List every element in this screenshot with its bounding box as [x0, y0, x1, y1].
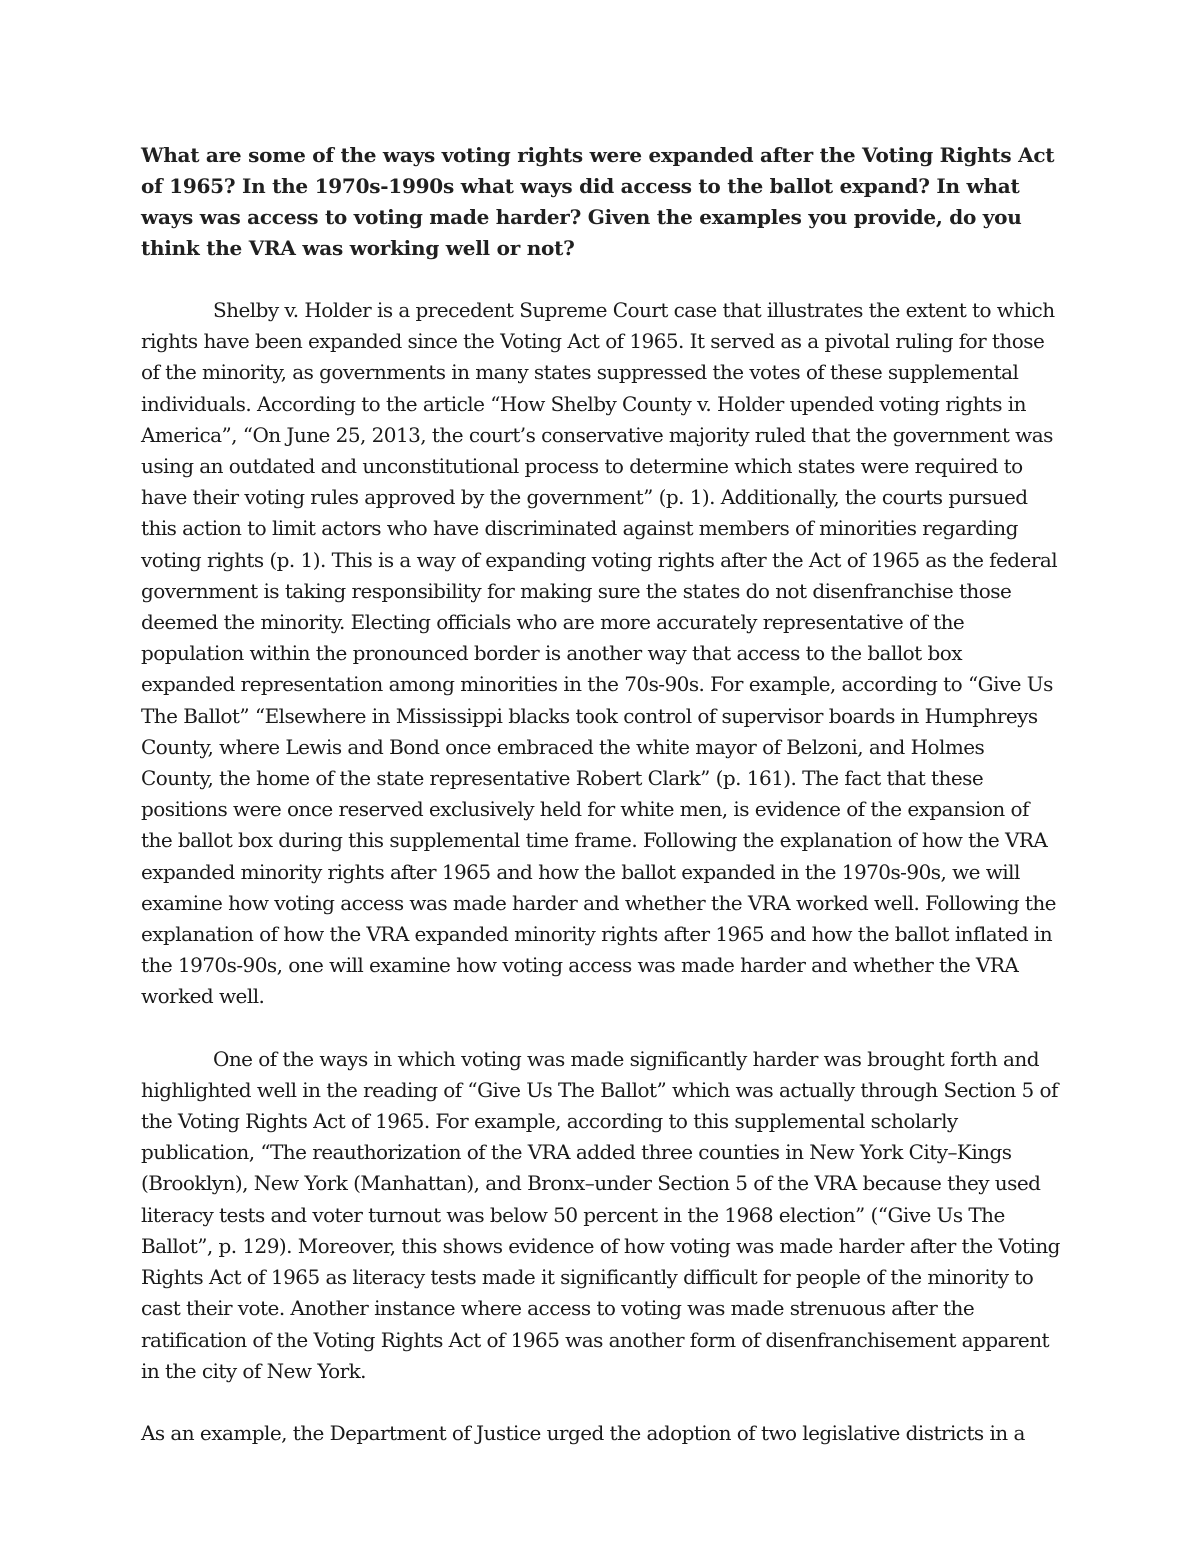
body-paragraph-2: One of the ways in which voting was made significantly harder was brought forth and highlighted well in the reading of “Give Us The Ballot” which was actually through Section 5 of the Voting Rights Act of 1965. For example, according to this supplemental scholarly publication, “The reauthorization of the VRA added three counties in New York City–Kings (Brooklyn), New York (Manhattan), and Bronx–under Section 5 of the VRA because they used literacy tests and voter turnout was below 50 percent in the 1968 election” (“Give Us The Ballot”, p. 129). Moreover, this shows evidence of how voting was made harder after the Voting Rights Act of 1965 as literacy tests made it significantly difficult for people of the minority to cast their vote. Another instance where access to voting was made strenuous after the ratification of the Voting Rights Act of 1965 was another form of disenfranchisement apparent in the city of New York.: [141, 1046, 1060, 1383]
body-paragraph-1: Shelby v. Holder is a precedent Supreme Court case that illustrates the extent to which rights have been expanded since the Voting Act of 1965. It served as a pivotal ruling for those of the minority, as governments in many states suppressed the votes of these supplemental individuals. According to the article “How Shelby County v. Holder upended voting rights in America”, “On June 25, 2013, the court’s conservative majority ruled that the government was using an outdated and unconstitutional process to determine which states were required to have their voting rules approved by the government” (p. 1). Additionally, the courts pursued this action to limit actors who have discriminated against members of minorities regarding voting rights (p. 1). This is a way of expanding voting rights after the Act of 1965 as the federal government is taking responsibility for making sure the states do not disenfranchise those deemed the minority. Electing officials who are more accurately representative of the population within the pronounced border is another way that access to the ballot box expanded representation among minorities in the 70s-90s. For example, according to “Give Us The Ballot” “Elsewhere in Mississippi blacks took control of supervisor boards in Humphreys County, where Lewis and Bond once embraced the white mayor of Belzoni, and Holmes County, the home of the state representative Robert Clark” (p. 161). The fact that these positions were once reserved exclusively held for white men, is evidence of the expansion of the ballot box during this supplemental time frame. Following the explanation of how the VRA expanded minority rights after 1965 and how the ballot expanded in the 1970s-90s, we will examine how voting access was made harder and whether the VRA worked well. Following the explanation of how the VRA expanded minority rights after 1965 and how the ballot inflated in the 1970s-90s, one will examine how voting access was made harder and whether the VRA worked well.: [141, 298, 1058, 1009]
essay-prompt-question: What are some of the ways voting rights were expanded after the Voting Rights Act of 1965? In the 1970s-1990s what ways did access to the ballot expand? In what ways was access to voting made harder? Given the examples you provide, do you think the VRA was working well or not?: [141, 143, 1055, 260]
body-paragraph-3: As an example, the Department of Justice urged the adoption of two legislative districts in a: [141, 1420, 1025, 1445]
document-body: [141, 140, 1061, 1449]
